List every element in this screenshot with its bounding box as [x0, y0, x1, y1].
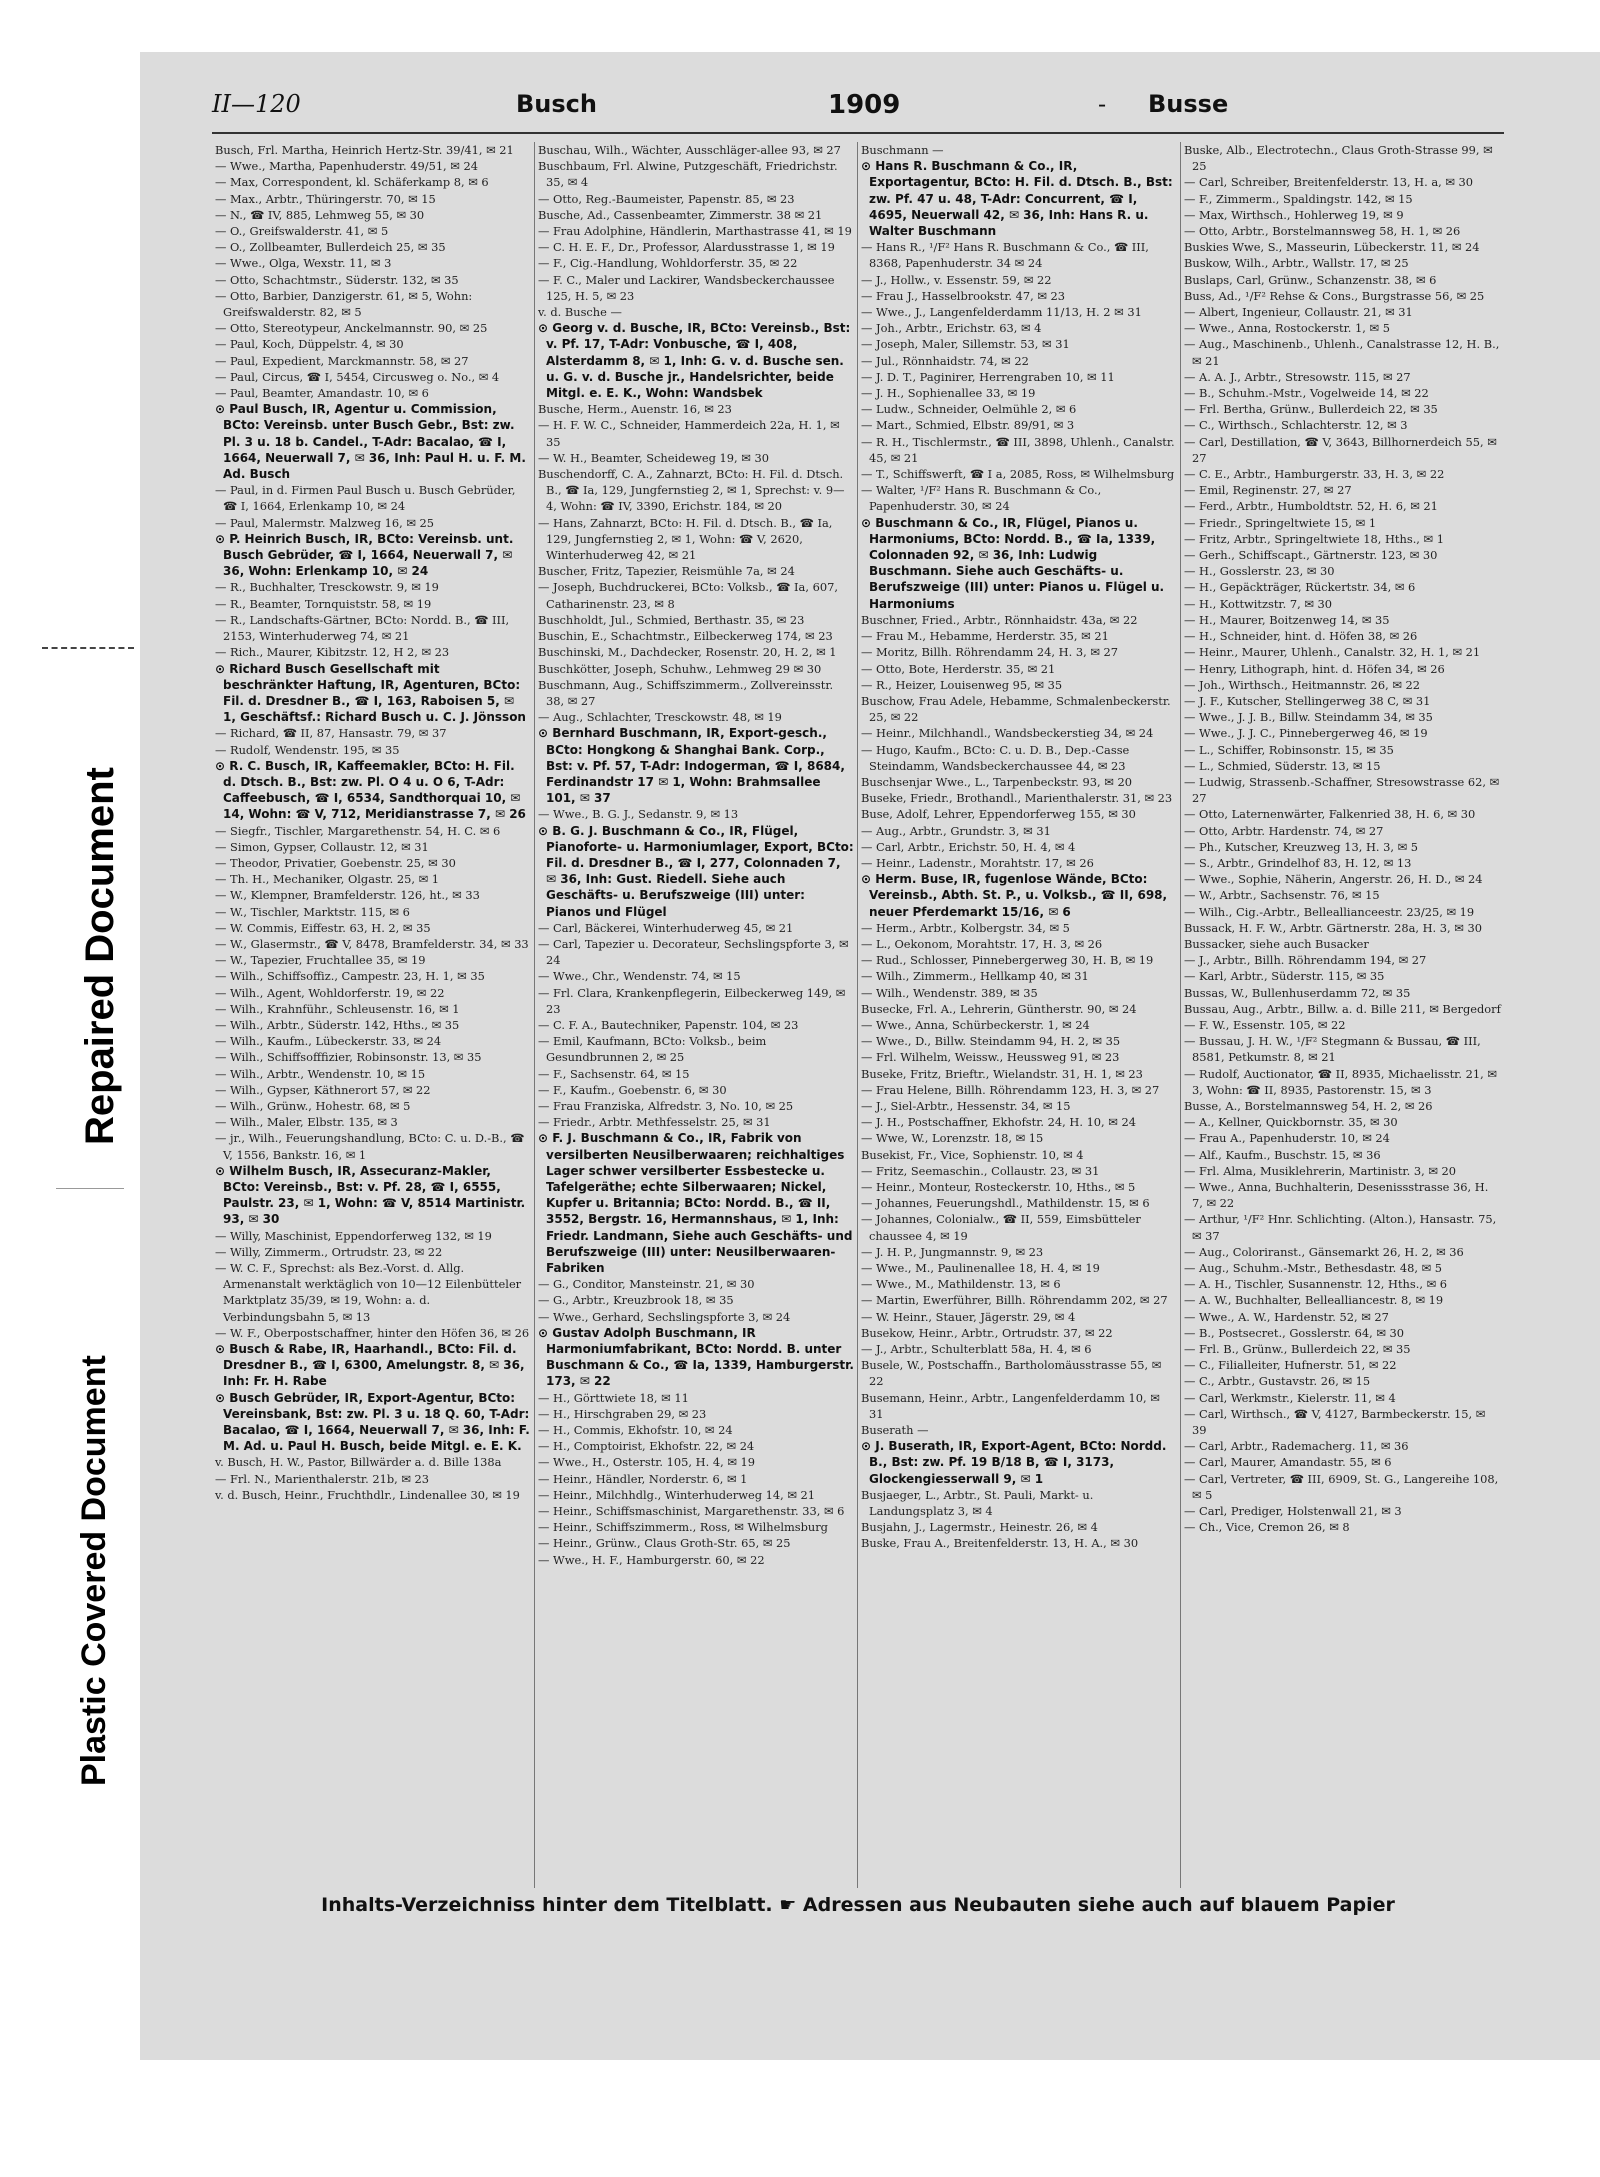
directory-entry: Buschow, Frau Adele, Hebamme, Schmalenbeckerstr. 25, ✉ 22: [861, 693, 1171, 725]
directory-entry: ⊙ Richard Busch Gesellschaft mit beschränkter Haftung, IR, Agenturen, BCto: Fil. d. Dresdner B., ☎ I, 163, Raboisen 5, ✉ 1, Geschäftsf.: Richard Busch u. C. J. Jönsson: [215, 661, 526, 725]
directory-entry: — Aug., Schuhm.-Mstr., Bethesdastr. 48, ✉ 5: [1184, 1261, 1443, 1276]
directory-entry: Busecke, Frl. A., Lehrerin, Güntherstr. 90, ✉ 24: [861, 1001, 1137, 1016]
directory-entry: ⊙ Busch Gebrüder, IR, Export-Agentur, BCto: Vereinsbank, Bst: zw. Pl. 3 u. 18 Q. 60, T-Adr: Bacalao, ☎ I, 1664, Neuerwall 7, ✉ 36, Inh: F. M. Ad. u. Paul H. Busch, beide Mitgl. e. E. K.: [215, 1390, 530, 1454]
column-1: [212, 142, 535, 1888]
directory-entry: — R., Buchhalter, Tresckowstr. 9, ✉ 19: [215, 580, 439, 595]
directory-entry: — Aug., Maschinenb., Uhlenh., Canalstrasse 12, H. B., ✉ 21: [1184, 337, 1500, 368]
directory-entry: — Karl, Arbtr., Süderstr. 115, ✉ 35: [1184, 969, 1385, 984]
directory-entry: — F., Kaufm., Goebenstr. 6, ✉ 30: [538, 1082, 727, 1097]
directory-entry: — Walter, ¹/F² Hans R. Buschmann & Co., Papenhuderstr. 30, ✉ 24: [861, 483, 1102, 514]
directory-entry: — Carl, Prediger, Holstenwall 21, ✉ 3: [1184, 1504, 1402, 1519]
directory-entry: Buss, Ad., ¹/F² Rehse & Cons., Burgstrasse 56, ✉ 25: [1184, 288, 1485, 303]
directory-entry: ⊙ R. C. Busch, IR, Kaffeemakler, BCto: H. Fil. d. Dtsch. B., Bst: zw. Pl. O 4 u. O 6, T-Adr: Caffeebusch, ☎ I, 6534, Sandthorquai 10, ✉ 14, Wohn: ☎ V, 712, Meridianstrasse 7, ✉ 26: [215, 758, 526, 822]
directory-entry: — R. H., Tischlermstr., ☎ III, 3898, Uhlenh., Canalstr. 45, ✉ 21: [861, 434, 1175, 465]
directory-entry: — H., Hirschgraben 29, ✉ 23: [538, 1406, 707, 1421]
directory-entry: — Heinr., Schiffszimmerm., Ross, ✉ Wilhelmsburg: [538, 1520, 828, 1535]
directory-entry: — Frl. N., Marienthalerstr. 21b, ✉ 23: [215, 1471, 430, 1486]
directory-entry: — Frau M., Hebamme, Herderstr. 35, ✉ 21: [861, 629, 1109, 644]
directory-entry: — Frl. Clara, Krankenpflegerin, Eilbeckerweg 149, ✉ 23: [538, 985, 846, 1016]
directory-entry: — Frau Helene, Billh. Röhrendamm 123, H. 3, ✉ 27: [861, 1082, 1160, 1097]
directory-entry: — Wwe., H., Osterstr. 105, H. 4, ✉ 19: [538, 1455, 755, 1470]
page-number: II—120: [212, 90, 301, 118]
directory-entry: — F., Zimmerm., Spaldingstr. 142, ✉ 15: [1184, 191, 1413, 206]
directory-entry: — R., Beamter, Tornquiststr. 58, ✉ 19: [215, 596, 432, 611]
directory-entry: — Frau Adolphine, Händlerin, Marthastrasse 41, ✉ 19: [538, 224, 852, 239]
directory-entry: — Otto, Barbier, Danzigerstr. 61, ✉ 5, Wohn: Greifswalderstr. 82, ✉ 5: [215, 288, 473, 320]
directory-entry: — Wwe., Anna, Rostockerstr. 1, ✉ 5: [1184, 321, 1390, 336]
directory-entry: — W., Tischler, Marktstr. 115, ✉ 6: [215, 904, 410, 919]
directory-entry: — Frl. Wilhelm, Weissw., Heussweg 91, ✉ 23: [861, 1050, 1120, 1065]
directory-entry: ⊙ B. G. J. Buschmann & Co., IR, Flügel, Pianoforte- u. Harmoniumlager, Export, BCto: Fil. d. Dresdner B., ☎ I, 277, Colonnaden 7, ✉ 36, Inh: Gust. Riedell. Siehe auch Geschäfts- u. Berufszweige (III) unter: Pianos und Flügel: [538, 823, 854, 919]
directory-entry: Bussacker, siehe auch Busacker: [1184, 936, 1369, 951]
directory-entry: — Alf., Kaufm., Buschstr. 15, ✉ 36: [1184, 1147, 1381, 1162]
directory-entry: — A. W., Buchhalter, Bellealliancestr. 8, ✉ 19: [1184, 1293, 1444, 1308]
directory-entry: Buschsenjar Wwe., L., Tarpenbeckstr. 93, ✉ 20: [861, 774, 1132, 789]
directory-entry: — A. H., Tischler, Susannenstr. 12, Hths., ✉ 6: [1184, 1277, 1447, 1292]
directory-entry: Buscher, Fritz, Tapezier, Reismühle 7a, ✉ 24: [538, 564, 795, 579]
directory-entry: — Aug., Coloriranst., Gänsemarkt 26, H. 2, ✉ 36: [1184, 1244, 1464, 1259]
directory-entry: Buschkötter, Joseph, Schuhw., Lehmweg 29 ✉ 30: [538, 661, 822, 676]
directory-entry: — Friedr., Springeltwiete 15, ✉ 1: [1184, 515, 1377, 530]
directory-entry: — O., Zollbeamter, Bullerdeich 25, ✉ 35: [215, 240, 446, 255]
directory-entry: — Wwe., J. J. B., Billw. Steindamm 34, ✉ 35: [1184, 710, 1433, 725]
directory-entry: Buschbaum, Frl. Alwine, Putzgeschäft, Friedrichstr. 35, ✉ 4: [538, 159, 838, 190]
footer-note: Inhalts-Verzeichniss hinter dem Titelblatt. ☛ Adressen aus Neubauten siehe auch auf blauem Papier: [321, 1894, 1395, 1916]
directory-entry: — A. A. J., Arbtr., Stresowstr. 115, ✉ 27: [1184, 369, 1411, 384]
directory-entry: Busjaeger, L., Arbtr., St. Pauli, Markt- u. Landungsplatz 3, ✉ 4: [861, 1487, 1094, 1519]
directory-entry: — Simon, Gypser, Collaustr. 12, ✉ 31: [215, 839, 429, 854]
directory-entry: — Frl. Bertha, Grünw., Bullerdeich 22, ✉ 35: [1184, 402, 1438, 417]
directory-entry: — Wilh., Schiffsoffiz., Campestr. 23, H. 1, ✉ 35: [215, 969, 485, 984]
directory-entry: — Wwe., Gerhard, Sechslingspforte 3, ✉ 24: [538, 1309, 791, 1324]
directory-page: [140, 52, 1600, 2060]
directory-entry: — B., Postsecret., Gosslerstr. 64, ✉ 30: [1184, 1325, 1405, 1340]
directory-entry: — Wwe., J., Langenfelderdamm 11/13, H. 2 ✉ 31: [861, 305, 1142, 320]
directory-entry: — Rud., Schlosser, Pinnebergerweg 30, H. B, ✉ 19: [861, 953, 1154, 968]
directory-entry: — Carl, Schreiber, Breitenfelderstr. 13, H. a, ✉ 30: [1184, 175, 1474, 190]
directory-entry: Buschner, Fried., Arbtr., Rönnhaidstr. 43a, ✉ 22: [861, 612, 1138, 627]
directory-entry: — W., Tapezier, Fruchtallee 35, ✉ 19: [215, 953, 426, 968]
directory-entry: — Albert, Ingenieur, Collaustr. 21, ✉ 31: [1184, 305, 1413, 320]
directory-entry: — J., Siel-Arbtr., Hessenstr. 34, ✉ 15: [861, 1098, 1071, 1113]
directory-entry: — Joh., Wirthsch., Heitmannstr. 26, ✉ 22: [1184, 677, 1420, 692]
column-4: [1181, 142, 1504, 1888]
directory-entry: — Paul, Malermstr. Malzweg 16, ✉ 25: [215, 515, 435, 530]
directory-entry: — F. C., Maler und Lackirer, Wandsbeckerchaussee 125, H. 5, ✉ 23: [538, 272, 835, 303]
directory-entry: — Rich., Maurer, Kibitzstr. 12, H 2, ✉ 23: [215, 645, 450, 660]
archive-margin: [0, 0, 140, 2177]
directory-entry: — W. Commis, Eiffestr. 63, H. 2, ✉ 35: [215, 920, 431, 935]
directory-entry: — Wwe., Chr., Wendenstr. 74, ✉ 15: [538, 969, 741, 984]
directory-entry: ⊙ J. Buserath, IR, Export-Agent, BCto: Nordd. B., Bst: zw. Pf. 19 B/18 B, ☎ I, 3173, Glockengiesserwall 9, ✉ 1: [861, 1439, 1167, 1486]
label-divider: [56, 1188, 124, 1189]
directory-entry: — Carl, Bäckerei, Winterhuderweg 45, ✉ 21: [538, 920, 794, 935]
directory-entry: ⊙ Herm. Buse, IR, fugenlose Wände, BCto: Vereinsb., Abth. St. P., u. Volksb., ☎ II, 698, neuer Pferdemarkt 15/16, ✉ 6: [861, 872, 1168, 919]
directory-entry: — Wwe., M., Paulinenallee 18, H. 4, ✉ 19: [861, 1261, 1100, 1276]
directory-entry: Buserath —: [861, 1423, 929, 1438]
directory-entry: — Wilh., Maler, Elbstr. 135, ✉ 3: [215, 1115, 398, 1130]
directory-entry: — Hans, Zahnarzt, BCto: H. Fil. d. Dtsch. B., ☎ Ia, 129, Jungfernstieg 2, ✉ 1, Wohn: ☎ V, 2620, Winterhuderweg 42, ✉ 21: [538, 515, 833, 563]
directory-entry: — Ferd., Arbtr., Humboldtstr. 52, H. 6, ✉ 21: [1184, 499, 1438, 514]
directory-entry: — Willy, Maschinist, Eppendorferweg 132, ✉ 19: [215, 1228, 492, 1243]
directory-entry: — W., Arbtr., Sachsenstr. 76, ✉ 15: [1184, 888, 1380, 903]
directory-entry: — C., Filialleiter, Hufnerstr. 51, ✉ 22: [1184, 1358, 1397, 1373]
directory-entry: — J., Hollw., v. Essenstr. 59, ✉ 22: [861, 272, 1052, 287]
directory-entry: — W. H., Beamter, Scheideweg 19, ✉ 30: [538, 450, 769, 465]
directory-entry: — Jul., Rönnhaidstr. 74, ✉ 22: [861, 353, 1029, 368]
directory-entry: — Otto, Reg.-Baumeister, Papenstr. 85, ✉ 23: [538, 191, 795, 206]
directory-entry: — Aug., Arbtr., Grundstr. 3, ✉ 31: [861, 823, 1051, 838]
directory-entry: — Ludw., Schneider, Oelmühle 2, ✉ 6: [861, 402, 1077, 417]
directory-entry: — Fritz, Arbtr., Springeltwiete 18, Hths., ✉ 1: [1184, 531, 1444, 546]
directory-entry: — Max, Correspondent, kl. Schäferkamp 8, ✉ 6: [215, 175, 489, 190]
directory-entry: — T., Schiffswerft, ☎ I a, 2085, Ross, ✉ Wilhelmsburg: [861, 467, 1175, 482]
directory-entry: — H. F. W. C., Schneider, Hammerdeich 22a, H. 1, ✉ 35: [538, 418, 840, 449]
directory-entry: Buseke, Friedr., Brothandl., Marienthalerstr. 31, ✉ 23: [861, 791, 1173, 806]
directory-entry: Buslaps, Carl, Grünw., Schanzenstr. 38, ✉ 6: [1184, 272, 1437, 287]
directory-entry: — Emil, Kaufmann, BCto: Volksb., beim Gesundbrunnen 2, ✉ 25: [538, 1034, 767, 1065]
directory-entry: — H., Commis, Ekhofstr. 10, ✉ 24: [538, 1423, 733, 1438]
directory-entry: Busemann, Heinr., Arbtr., Langenfelderdamm 10, ✉ 31: [861, 1390, 1160, 1421]
directory-entry: — W. Heinr., Stauer, Jägerstr. 29, ✉ 4: [861, 1309, 1076, 1324]
directory-entry: — Wilh., Arbtr., Wendenstr. 10, ✉ 15: [215, 1066, 426, 1081]
directory-entry: — Frau A., Papenhuderstr. 10, ✉ 24: [1184, 1131, 1390, 1146]
directory-entry: — C. F. A., Bautechniker, Papenstr. 104, ✉ 23: [538, 1017, 799, 1032]
directory-entry: — Johannes, Feuerungshdl., Mathildenstr. 15, ✉ 6: [861, 1196, 1150, 1211]
directory-entry: — Max., Arbtr., Thüringerstr. 70, ✉ 15: [215, 191, 436, 206]
directory-entry: — Carl, Maurer, Amandastr. 55, ✉ 6: [1184, 1455, 1392, 1470]
directory-entry: — Ludwig, Strassenb.-Schaffner, Stresowstrasse 62, ✉ 27: [1184, 774, 1500, 806]
directory-entry: — H., Maurer, Boitzenweg 14, ✉ 35: [1184, 612, 1390, 627]
directory-entry: — Wwe., Anna, Buchhalterin, Desenissstrasse 36, H. 7, ✉ 22: [1184, 1180, 1489, 1211]
directory-entry: — J. H., Postschaffner, Ekhofstr. 24, H. 10, ✉ 24: [861, 1115, 1136, 1130]
directory-entry: — J. F., Kutscher, Stellingerweg 38 C, ✉ 31: [1184, 693, 1431, 708]
directory-entry: — Gerh., Schiffscapt., Gärtnerstr. 123, ✉ 30: [1184, 548, 1438, 563]
cut-line: [42, 647, 134, 649]
directory-entry: — Arthur, ¹/F² Hnr. Schlichting. (Alton.), Hansastr. 75, ✉ 37: [1184, 1212, 1497, 1243]
directory-entry: — A., Kellner, Quickbornstr. 35, ✉ 30: [1184, 1115, 1398, 1130]
directory-entry: — Bussau, J. H. W., ¹/F² Stegmann & Bussau, ☎ III, 8581, Petkumstr. 8, ✉ 21: [1184, 1034, 1481, 1065]
directory-entry: — Frau Franziska, Alfredstr. 3, No. 10, ✉ 25: [538, 1098, 794, 1113]
plastic-covered-label: Plastic Covered Document: [75, 1355, 113, 1786]
directory-entry: — Otto, Stereotypeur, Anckelmannstr. 90, ✉ 25: [215, 321, 488, 336]
directory-entry: — B., Schuhm.-Mstr., Vogelweide 14, ✉ 22: [1184, 386, 1429, 401]
directory-entry: — R., Landschafts-Gärtner, BCto: Nordd. B., ☎ III, 2153, Winterhuderweg 74, ✉ 21: [215, 612, 510, 644]
directory-entry: — O., Greifswalderstr. 41, ✉ 5: [215, 224, 389, 239]
directory-entry: — Otto, Arbtr., Borstelmannsweg 58, H. 1, ✉ 26: [1184, 224, 1461, 239]
directory-entry: v. Busch, H. W., Pastor, Billwärder a. d. Bille 138a: [215, 1455, 502, 1470]
directory-entry: — Fritz, Seemaschin., Collaustr. 23, ✉ 31: [861, 1163, 1100, 1178]
directory-entry: v. d. Busche —: [538, 305, 622, 320]
directory-entry: ⊙ F. J. Buschmann & Co., IR, Fabrik von versilberten Neusilberwaaren; reichhaltiges Lager schwer versilberter Essbestecke u. Tafelgeräthe; echte Silberwaaren; Nickel, Kupfer u. Britannia; BCto: Nordd. B., ☎ II, 3552, Bergstr. 16, Hermannshaus, ✉ 1, Inh: Friedr. Landmann, Siehe auch Geschäfts- und Berufszweige (III) unter: Neusilberwaaren-Fabriken: [538, 1131, 853, 1276]
directory-entry: — Otto, Arbtr. Hardenstr. 74, ✉ 27: [1184, 823, 1384, 838]
directory-entry: Buschau, Wilh., Wächter, Ausschläger-allee 93, ✉ 27: [538, 143, 841, 157]
directory-entry: — Carl, Destillation, ☎ V, 3643, Billhornerdeich 55, ✉ 27: [1184, 434, 1497, 465]
directory-columns: [212, 142, 1504, 1888]
directory-entry: — Wwe., J. J. C., Pinnebergerweg 46, ✉ 19: [1184, 726, 1428, 741]
directory-entry: — Wwe., H. F., Hamburgerstr. 60, ✉ 22: [538, 1552, 765, 1567]
directory-entry: Buschin, E., Schachtmstr., Eilbeckerweg 174, ✉ 23: [538, 629, 833, 644]
directory-entry: — Wilh., Grünw., Hohestr. 68, ✉ 5: [215, 1098, 411, 1113]
directory-entry: — Wilh., Schiffsofffizier, Robinsonstr. 13, ✉ 35: [215, 1050, 482, 1065]
directory-entry: — Richard, ☎ II, 87, Hansastr. 79, ✉ 37: [215, 726, 447, 741]
directory-entry: — Willy, Zimmerm., Ortrudstr. 23, ✉ 22: [215, 1244, 443, 1259]
directory-entry: — L., Schmied, Süderstr. 13, ✉ 15: [1184, 758, 1381, 773]
directory-entry: — Paul, Beamter, Amandastr. 10, ✉ 6: [215, 386, 429, 401]
directory-entry: — Wwe., Sophie, Näherin, Angerstr. 26, H. D., ✉ 24: [1184, 872, 1483, 887]
directory-entry: — J. H. P., Jungmannstr. 9, ✉ 23: [861, 1244, 1044, 1259]
directory-entry: — Wwe., Martha, Papenhuderstr. 49/51, ✉ 24: [215, 159, 478, 174]
directory-entry: — C., Wirthsch., Schlachterstr. 12, ✉ 3: [1184, 418, 1408, 433]
directory-entry: — F. W., Essenstr. 105, ✉ 22: [1184, 1017, 1346, 1032]
directory-entry: — W. C. F., Sprechst: als Bez.-Vorst. d. Allg. Armenanstalt werktäglich von 10—12 Eilenbütteler Marktplatz 35/39, ✉ 19, Wohn: a. d. Verbindungsbahn 5, ✉ 13: [215, 1261, 522, 1324]
directory-entry: — Hans R., ¹/F² Hans R. Buschmann & Co., ☎ III, 8368, Papenhuderstr. 34 ✉ 24: [861, 240, 1149, 271]
directory-entry: — Henry, Lithograph, hint. d. Höfen 34, ✉ 26: [1184, 661, 1445, 676]
directory-entry: ⊙ Gustav Adolph Buschmann, IR Harmoniumfabrikant, BCto: Nordd. B. unter Buschmann & Co., ☎ Ia, 1339, Hamburgerstr. 173, ✉ 22: [538, 1325, 854, 1389]
directory-entry: — H., Gosslerstr. 23, ✉ 30: [1184, 564, 1335, 579]
directory-entry: — S., Arbtr., Grindelhof 83, H. 12, ✉ 13: [1184, 855, 1412, 870]
directory-entry: — Wilh., Agent, Wohldorferstr. 19, ✉ 22: [215, 985, 445, 1000]
directory-entry: — Joseph, Maler, Sillemstr. 53, ✉ 31: [861, 337, 1070, 352]
directory-entry: — Hugo, Kaufm., BCto: C. u. D. B., Dep.-Casse Steindamm, Wandsbeckerchaussee 44, ✉ 23: [861, 742, 1130, 773]
column-3: [858, 142, 1181, 1888]
directory-entry: — H., Gepäckträger, Rückertstr. 34, ✉ 6: [1184, 580, 1416, 595]
page-content: [198, 66, 1596, 2046]
header-dash: -: [1098, 90, 1107, 118]
directory-entry: Busele, W., Postschaffn., Bartholomäusstrasse 55, ✉ 22: [861, 1358, 1162, 1389]
directory-entry: — Wilh., Krahnführ., Schleusenstr. 16, ✉ 1: [215, 1001, 460, 1016]
directory-entry: — J. H., Sophienallee 33, ✉ 19: [861, 386, 1036, 401]
directory-entry: Busche, Ad., Cassenbeamter, Zimmerstr. 38 ✉ 21: [538, 207, 823, 222]
repaired-document-label: Repaired Document: [78, 767, 122, 1145]
directory-entry: — Herm., Arbtr., Kolbergstr. 34, ✉ 5: [861, 920, 1070, 935]
directory-entry: — Friedr., Arbtr. Methfesselstr. 25, ✉ 31: [538, 1115, 771, 1130]
directory-entry: — Heinr., Grünw., Claus Groth-Str. 65, ✉ 25: [538, 1536, 791, 1551]
running-header: [198, 90, 1488, 130]
directory-entry: — Otto, Bote, Herderstr. 35, ✉ 21: [861, 661, 1056, 676]
directory-entry: — Ph., Kutscher, Kreuzweg 13, H. 3, ✉ 5: [1184, 839, 1419, 854]
directory-entry: — Otto, Laternenwärter, Falkenried 38, H. 6, ✉ 30: [1184, 807, 1476, 822]
directory-entry: — Johannes, Colonialw., ☎ II, 559, Eimsbütteler chaussee 4, ✉ 19: [861, 1212, 1141, 1243]
directory-entry: — Theodor, Privatier, Goebenstr. 25, ✉ 30: [215, 855, 456, 870]
directory-entry: — Wilh., Kaufm., Lübeckerstr. 33, ✉ 24: [215, 1034, 442, 1049]
directory-entry: — C., Arbtr., Gustavstr. 26, ✉ 15: [1184, 1374, 1371, 1389]
directory-entry: — C. E., Arbtr., Hamburgerstr. 33, H. 3, ✉ 22: [1184, 467, 1445, 482]
directory-entry: — H., Görttwiete 18, ✉ 11: [538, 1390, 689, 1405]
header-rule: [212, 132, 1504, 134]
directory-entry: — Carl, Tapezier u. Decorateur, Sechslingspforte 3, ✉ 24: [538, 936, 849, 968]
directory-entry: ⊙ P. Heinrich Busch, IR, BCto: Vereinsb. unt. Busch Gebrüder, ☎ I, 1664, Neuerwall 7, ✉ 36, Wohn: Erlenkamp 10, ✉ 24: [215, 531, 514, 579]
directory-entry: — Wilh., Arbtr., Süderstr. 142, Hths., ✉ 35: [215, 1017, 460, 1032]
directory-entry: v. d. Busch, Heinr., Fruchthdlr., Lindenallee 30, ✉ 19: [215, 1487, 520, 1502]
directory-entry: — Wwe., A. W., Hardenstr. 52, ✉ 27: [1184, 1309, 1389, 1324]
directory-entry: Buse, Adolf, Lehrer, Eppendorferweg 155, ✉ 30: [861, 807, 1136, 822]
directory-entry: Buske, Frau A., Breitenfelderstr. 13, H. A., ✉ 30: [861, 1536, 1139, 1551]
directory-entry: — Wwe., Anna, Schürbeckerstr. 1, ✉ 24: [861, 1017, 1090, 1032]
directory-entry: — Rudolf, Auctionator, ☎ II, 8935, Michaelisstr. 21, ✉ 3, Wohn: ☎ II, 8935, Pastorenstr. 15, ✉ 3: [1184, 1066, 1497, 1097]
directory-entry: — Wilh., Gypser, Käthnerort 57, ✉ 22: [215, 1082, 431, 1097]
directory-entry: — Wwe., B. G. J., Sedanstr. 9, ✉ 13: [538, 807, 739, 822]
directory-entry: — Carl, Werkmstr., Kielerstr. 11, ✉ 4: [1184, 1390, 1396, 1405]
directory-entry: — Wwe., Olga, Wexstr. 11, ✉ 3: [215, 256, 392, 271]
directory-entry: — Carl, Vertreter, ☎ III, 6909, St. G., Langereihe 108, ✉ 5: [1184, 1471, 1499, 1502]
directory-entry: Busjahn, J., Lagermstr., Heinestr. 26, ✉ 4: [861, 1520, 1098, 1535]
directory-entry: Buschmann, Aug., Schiffszimmerm., Zollvereinsstr. 38, ✉ 27: [538, 677, 834, 708]
directory-entry: Busch, Frl. Martha, Heinrich Hertz-Str. 39/41, ✉ 21: [215, 143, 514, 157]
directory-entry: — Aug., Schlachter, Tresckowstr. 48, ✉ 19: [538, 710, 782, 725]
directory-entry: Bussack, H. F. W., Arbtr. Gärtnerstr. 28a, H. 3, ✉ 30: [1184, 920, 1482, 935]
directory-entry: Buskies Wwe, S., Masseurin, Lübeckerstr. 11, ✉ 24: [1184, 240, 1480, 255]
directory-entry: — Wilh., Zimmerm., Hellkamp 40, ✉ 31: [861, 969, 1089, 984]
directory-entry: — Martin, Ewerführer, Billh. Röhrendamm 202, ✉ 27: [861, 1293, 1168, 1308]
directory-entry: — Moritz, Billh. Röhrendamm 24, H. 3, ✉ 27: [861, 645, 1118, 660]
directory-entry: — R., Heizer, Louisenweg 95, ✉ 35: [861, 677, 1063, 692]
directory-entry: ⊙ Hans R. Buschmann & Co., IR, Exportagentur, BCto: H. Fil. d. Dtsch. B., Bst: zw. Pf. 47 u. 48, T-Adr: Concurrent, ☎ I, 4695, Neuerwall 42, ✉ 36, Inh: Hans R. u. Walter Buschmann: [861, 159, 1173, 239]
directory-entry: Buseke, Fritz, Brieftr., Wielandstr. 31, H. 1, ✉ 23: [861, 1066, 1143, 1081]
directory-entry: Bussas, W., Bullenhuserdamm 72, ✉ 35: [1184, 985, 1411, 1000]
directory-entry: — Wwe., M., Mathildenstr. 13, ✉ 6: [861, 1277, 1061, 1292]
directory-entry: — Wwe., D., Billw. Steindamm 94, H. 2, ✉ 35: [861, 1034, 1121, 1049]
directory-entry: — W. F., Oberpostschaffner, hinter den Höfen 36, ✉ 26: [215, 1325, 530, 1340]
directory-entry: — Carl, Arbtr., Rademacherg. 11, ✉ 36: [1184, 1439, 1409, 1454]
directory-entry: — Th. H., Mechaniker, Olgastr. 25, ✉ 1: [215, 872, 440, 887]
directory-entry: — Carl, Arbtr., Erichstr. 50, H. 4, ✉ 4: [861, 839, 1076, 854]
directory-entry: — Joseph, Buchdruckerei, BCto: Volksb., ☎ Ia, 607, Catharinenstr. 23, ✉ 8: [538, 580, 838, 611]
directory-entry: — J. D. T., Paginirer, Herrengraben 10, ✉ 11: [861, 369, 1115, 384]
directory-entry: — Wilh., Cig.-Arbtr., Belleallianceestr. 23/25, ✉ 19: [1184, 904, 1475, 919]
directory-entry: — Max, Wirthsch., Hohlerweg 19, ✉ 9: [1184, 207, 1404, 222]
directory-entry: — F., Cig.-Handlung, Wohldorferstr. 35, ✉ 22: [538, 256, 798, 271]
directory-entry: Buske, Alb., Electrotechn., Claus Groth-Strasse 99, ✉ 25: [1184, 143, 1493, 174]
directory-entry: Buschholdt, Jul., Schmied, Berthastr. 35, ✉ 23: [538, 612, 805, 627]
header-last-name: Busse: [1148, 90, 1229, 118]
directory-entry: — Paul, Koch, Düppelstr. 4, ✉ 30: [215, 337, 404, 352]
directory-entry: — Heinr., Milchhandl., Wandsbeckerstieg 34, ✉ 24: [861, 726, 1154, 741]
directory-entry: Buschendorff, C. A., Zahnarzt, BCto: H. Fil. d. Dtsch. B., ☎ Ia, 129, Jungfernstieg 2, ✉ 1, Sprechst: v. 9—4, Wohn: ☎ IV, 3390, Erichstr. 184, ✉ 20: [538, 467, 845, 514]
directory-entry: — Joh., Arbtr., Erichstr. 63, ✉ 4: [861, 321, 1042, 336]
directory-entry: — Otto, Schachtmstr., Süderstr. 132, ✉ 35: [215, 272, 459, 287]
directory-entry: — C. H. E. F., Dr., Professor, Alardusstrasse 1, ✉ 19: [538, 240, 835, 255]
directory-entry: Buschmann —: [861, 143, 944, 157]
directory-entry: — Frau J., Hasselbrookstr. 47, ✉ 23: [861, 288, 1066, 303]
directory-entry: Buskow, Wilh., Arbtr., Wallstr. 17, ✉ 25: [1184, 256, 1409, 271]
directory-entry: — H., Kottwitzstr. 7, ✉ 30: [1184, 596, 1332, 611]
directory-entry: — Heinr., Monteur, Rosteckerstr. 10, Hths., ✉ 5: [861, 1180, 1136, 1194]
directory-entry: — Mart., Schmied, Elbstr. 89/91, ✉ 3: [861, 418, 1075, 433]
directory-entry: ⊙ Paul Busch, IR, Agentur u. Commission, BCto: Vereinsb. unter Busch Gebr., Bst: zw. Pl. 3 u. 18 b. Candel., T-Adr: Bacalao, ☎ I, 1664, Neuerwall 7, ✉ 36, Inh: Paul H. u. F. M. Ad. Busch: [215, 402, 526, 482]
directory-entry: Busekist, Fr., Vice, Sophienstr. 10, ✉ 4: [861, 1147, 1084, 1162]
directory-entry: — J., Arbtr., Billh. Röhrendamm 194, ✉ 27: [1184, 953, 1427, 968]
directory-entry: — H., Schneider, hint. d. Höfen 38, ✉ 26: [1184, 629, 1418, 644]
directory-entry: Busse, A., Borstelmannsweg 54, H. 2, ✉ 26: [1184, 1098, 1433, 1113]
directory-entry: — Ch., Vice, Cremon 26, ✉ 8: [1184, 1520, 1350, 1535]
directory-entry: — Wwe, W., Lorenzstr. 18, ✉ 15: [861, 1131, 1044, 1146]
directory-entry: — Emil, Reginenstr. 27, ✉ 27: [1184, 483, 1352, 498]
directory-entry: — Paul, Expedient, Marckmannstr. 58, ✉ 27: [215, 353, 469, 368]
directory-entry: — Wilh., Wendenstr. 389, ✉ 35: [861, 985, 1038, 1000]
directory-entry: — Frl. Alma, Musiklehrerin, Martinistr. 3, ✉ 20: [1184, 1163, 1457, 1178]
directory-entry: — Siegfr., Tischler, Margarethenstr. 54, H. C. ✉ 6: [215, 823, 501, 838]
directory-entry: Busekow, Heinr., Arbtr., Ortrudstr. 37, ✉ 22: [861, 1325, 1113, 1340]
directory-entry: — Heinr., Maurer, Uhlenh., Canalstr. 32, H. 1, ✉ 21: [1184, 645, 1481, 660]
header-year: 1909: [828, 90, 901, 120]
directory-entry: Busche, Herm., Auenstr. 16, ✉ 23: [538, 402, 732, 417]
directory-entry: ⊙ Georg v. d. Busche, IR, BCto: Vereinsb., Bst: v. Pf. 17, T-Adr: Vonbusche, ☎ I, 408, Alsterdamm 8, ✉ 1, Inh: G. v. d. Busche sen. u. G. v. d. Busche jr., Handelsrichter, beide Mitgl. e. E. K., Wohn: Wandsbek: [538, 321, 851, 401]
column-2: [535, 142, 858, 1888]
directory-entry: — G., Arbtr., Kreuzbrook 18, ✉ 35: [538, 1293, 734, 1308]
directory-entry: Buschinski, M., Dachdecker, Rosenstr. 20, H. 2, ✉ 1: [538, 645, 837, 660]
directory-entry: — Rudolf, Wendenstr. 195, ✉ 35: [215, 742, 400, 757]
directory-entry: Bussau, Aug., Arbtr., Billw. a. d. Bille 211, ✉ Bergedorf: [1184, 1001, 1501, 1016]
directory-entry: — Frl. B., Grünw., Bullerdeich 22, ✉ 35: [1184, 1342, 1411, 1357]
directory-entry: ⊙ Buschmann & Co., IR, Flügel, Pianos u. Harmoniums, BCto: Nordd. B., ☎ Ia, 1339, Colonnaden 92, ✉ 36, Inh: Ludwig Buschmann. Siehe auch Geschäfts- u. Berufszweige (III) unter: Pianos u. Flügel u. Harmoniums: [861, 515, 1165, 611]
directory-entry: — N., ☎ IV, 885, Lehmweg 55, ✉ 30: [215, 207, 425, 222]
directory-entry: — W., Klempner, Bramfelderstr. 126, ht., ✉ 33: [215, 888, 480, 903]
directory-entry: — H., Comptoirist, Ekhofstr. 22, ✉ 24: [538, 1439, 755, 1454]
directory-entry: — L., Schiffer, Robinsonstr. 15, ✉ 35: [1184, 742, 1394, 757]
directory-entry: — Paul, Circus, ☎ I, 5454, Circusweg o. No., ✉ 4: [215, 369, 500, 384]
directory-entry: ⊙ Wilhelm Busch, IR, Assecuranz-Makler, BCto: Vereinsb., Bst: v. Pf. 28, ☎ I, 6555, Paulstr. 23, ✉ 1, Wohn: ☎ V, 8514 Martinistr. 93, ✉ 30: [215, 1163, 526, 1227]
directory-entry: — G., Conditor, Mansteinstr. 21, ✉ 30: [538, 1277, 755, 1292]
directory-entry: — Heinr., Milchhdlg., Winterhuderweg 14, ✉ 21: [538, 1487, 816, 1502]
directory-entry: — Heinr., Ladenstr., Morahtstr. 17, ✉ 26: [861, 855, 1094, 870]
header-first-name: Busch: [516, 90, 597, 118]
directory-entry: — jr., Wilh., Feuerungshandlung, BCto: C. u. D.-B., ☎ V, 1556, Bankstr. 16, ✉ 1: [215, 1131, 525, 1162]
directory-entry: — Carl, Wirthsch., ☎ V, 4127, Barmbeckerstr. 15, ✉ 39: [1184, 1406, 1486, 1438]
directory-entry: — Heinr., Schiffsmaschinist, Margarethenstr. 33, ✉ 6: [538, 1504, 845, 1519]
directory-entry: — W., Glasermstr., ☎ V, 8478, Bramfelderstr. 34, ✉ 33: [215, 936, 529, 951]
directory-entry: ⊙ Busch & Rabe, IR, Haarhandl., BCto: Fil. d. Dresdner B., ☎ I, 6300, Amelungstr. 8, ✉ 36, Inh: Fr. H. Rabe: [215, 1342, 525, 1389]
directory-entry: — J., Arbtr., Schulterblatt 58a, H. 4, ✉ 6: [861, 1342, 1092, 1357]
directory-entry: — L., Oekonom, Morahtstr. 17, H. 3, ✉ 26: [861, 936, 1103, 951]
directory-entry: — Paul, in d. Firmen Paul Busch u. Busch Gebrüder, ☎ I, 1664, Erlenkamp 10, ✉ 24: [215, 483, 516, 514]
directory-entry: — Heinr., Händler, Norderstr. 6, ✉ 1: [538, 1471, 748, 1486]
directory-entry: — F., Sachsenstr. 64, ✉ 15: [538, 1066, 690, 1081]
directory-entry: ⊙ Bernhard Buschmann, IR, Export-gesch., BCto: Hongkong & Shanghai Bank. Corp., Bst: v. Pf. 57, T-Adr: Indogerman, ☎ I, 8684, Ferdinandstr 17 ✉ 1, Wohn: Brahmsallee 101, ✉ 37: [538, 726, 845, 806]
